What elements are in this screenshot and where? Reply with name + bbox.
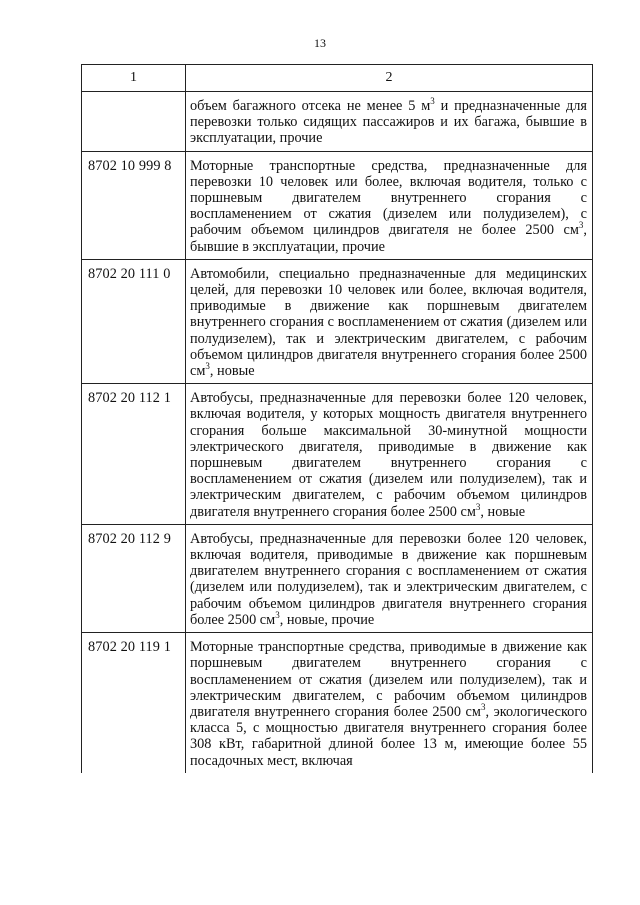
description-text: Автобусы, предназначенные для перевозки более 120 человек, включая водителя, приводимые в движение как поршневым двигателем внутреннего сгорания с воспламенением от сжатия (дизелем или полудизелем), так и электрическим двигателем, с рабочим объемом цилиндров двигателя внутреннего сгорания более 2500 см: [190, 530, 587, 628]
description-text: объем багажного отсека не менее 5 м: [190, 98, 431, 114]
superscript: 3: [275, 610, 280, 621]
description-text-tail: , экологического класса 5, с мощностью двигателя внутреннего сгорания более 308 кВт, габаритной длиной более 13 м, имеющие более 55 посадочных мест, включая: [190, 703, 587, 769]
superscript: 3: [578, 220, 584, 231]
table-row: [82, 524, 593, 632]
description-text: Моторные транспортные средства, предназначенные для перевозки 10 человек или более, включая водителя, только с поршневым двигателем внутреннего сгорания с воспламенением от сжатия (дизелем или полудизелем), с рабочим объемом цилиндров двигателя не более 2500 см: [190, 157, 587, 239]
row-code: 8702 20 119 1: [82, 633, 186, 773]
description-text: Автобусы, предназначенные для перевозки более 120 человек, включая водителя, у которых мощность двигателя внутреннего сгорания больше максимальной 30-минутной мощности электрического двигателя, приводимые в движение как поршневым двигателем внутреннего сгорания с воспламенением от сжатия (дизелем или полудизелем), так и электрическим двигателем, с рабочим объемом цилиндров двигателя внутреннего сгорания более 2500 см: [190, 390, 587, 520]
row-description: [186, 524, 593, 632]
column-header-description: 2: [186, 65, 593, 92]
superscript: 3: [480, 702, 486, 713]
page-number: 13: [314, 36, 326, 50]
superscript: 3: [430, 96, 435, 107]
table-row: [82, 384, 593, 525]
row-description: [186, 384, 593, 525]
table-row: [82, 151, 593, 259]
row-description: [186, 633, 593, 773]
superscript: 3: [205, 361, 210, 372]
description-text-tail: , новые: [209, 363, 255, 380]
table-row: [82, 259, 593, 383]
row-code: 8702 10 999 8: [82, 151, 186, 259]
tariff-code-table: [81, 64, 593, 773]
description-text: Автомобили, специально предназначенные для медицинских целей, для перевозки 10 человек или более, включая водителя, приводимые в движение как поршневым двигателем внутреннего сгорания с воспламенением от сжатия (дизелем или полудизелем), так и электрическим двигателем, с рабочим объемом цилиндров двигателя внутреннего сгорания более 2500 см: [190, 265, 587, 380]
description-text-tail: , новые: [480, 503, 526, 520]
table-row: [82, 92, 593, 152]
superscript: 3: [475, 501, 481, 512]
description-text-tail: и предназначенные для перевозки только сидящих пассажиров и их багажа, бывшие в эксплуатации, прочие: [190, 98, 587, 147]
description-text: Моторные транспортные средства, приводимые в движение как поршневым двигателем внутреннего сгорания с воспламенением от сжатия (дизелем или полудизелем), так и электрическим двигателем, с рабочим объемом цилиндров двигателя внутреннего сгорания более 2500 см: [190, 639, 587, 720]
row-code: 8702 20 112 1: [82, 384, 186, 525]
row-description: [186, 92, 593, 152]
description-text-tail: , бывшие в эксплуатации, прочие: [190, 222, 587, 255]
table-row: [82, 633, 593, 773]
row-code: [82, 92, 186, 152]
column-header-code: 1: [82, 65, 186, 92]
row-description: [186, 151, 593, 259]
row-code: 8702 20 111 0: [82, 259, 186, 383]
description-text-tail: , новые, прочие: [279, 611, 375, 628]
table-header-row: [82, 65, 593, 92]
row-description: [186, 259, 593, 383]
row-code: 8702 20 112 9: [82, 524, 186, 632]
